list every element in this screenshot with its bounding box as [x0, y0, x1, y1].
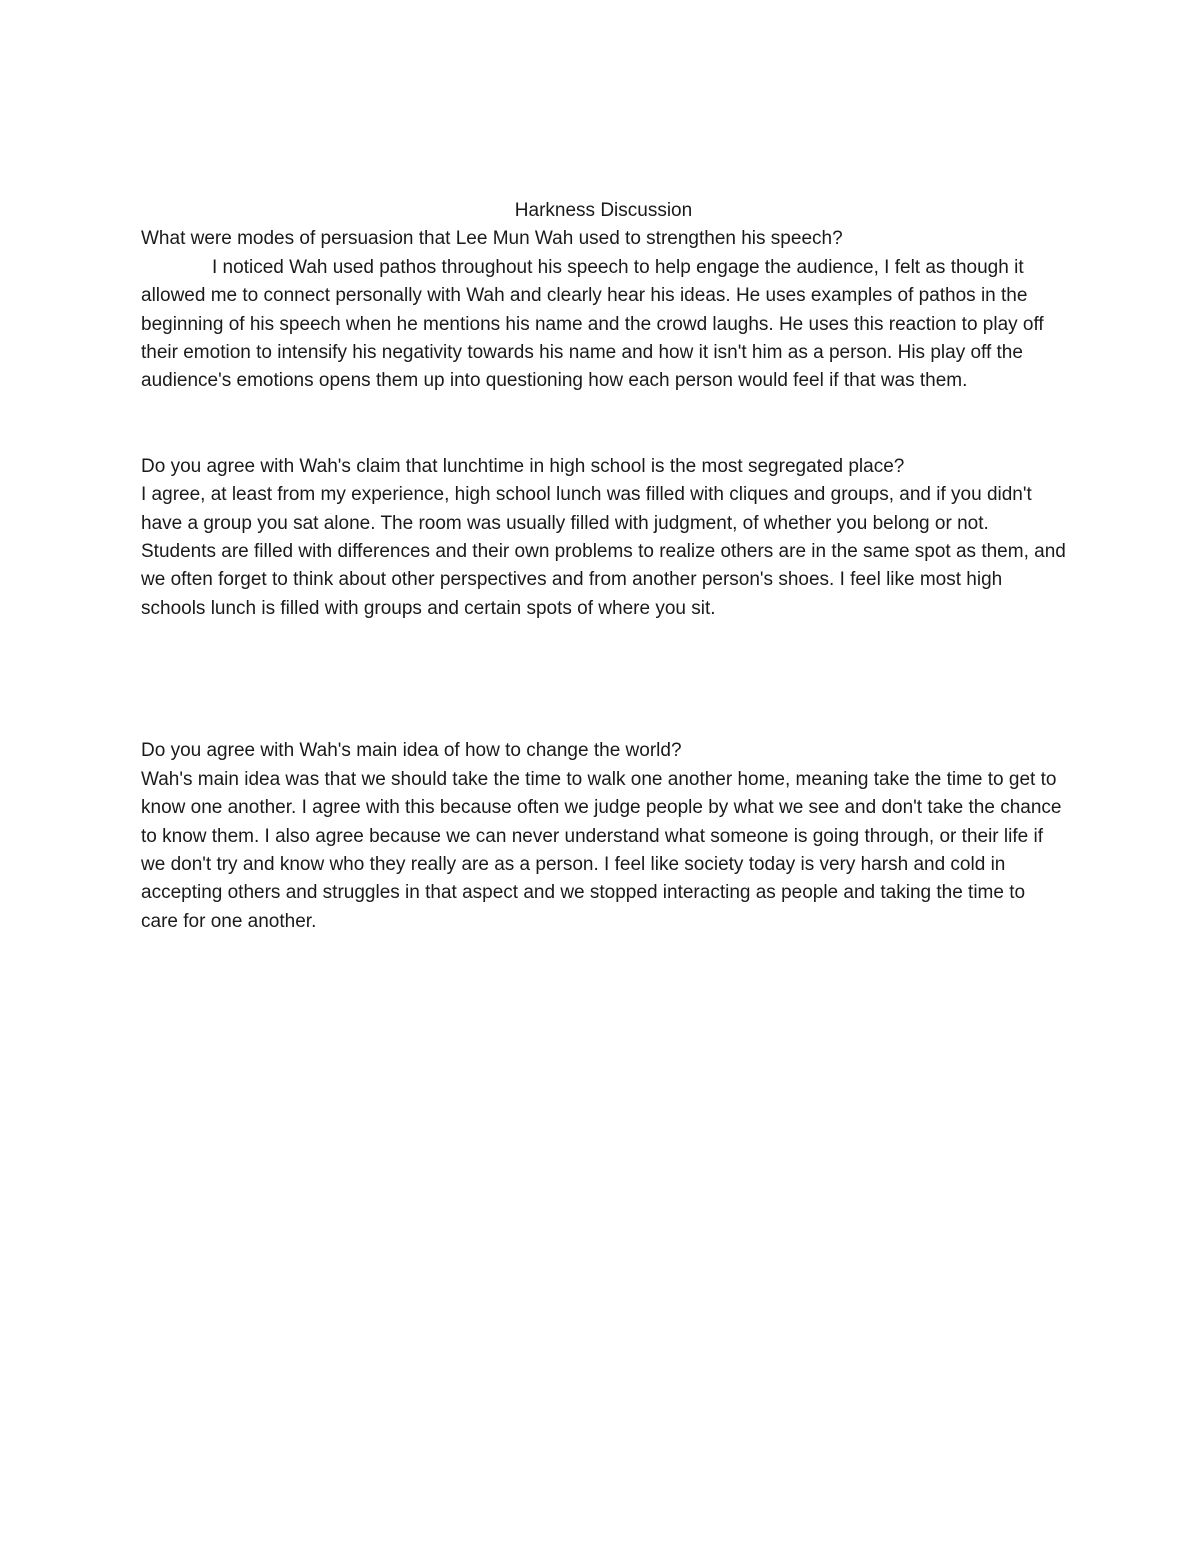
document-body [141, 197, 1066, 936]
question-1: What were modes of persuasion that Lee Mun Wah used to strengthen his speech? [141, 228, 843, 250]
paragraph-spacer [141, 396, 1066, 453]
answer-3: Wah's main idea was that we should take the time to walk one another home, meaning take the time to get to know one another. I agree with this because often we judge people by what we see and don't take the chance to know them. I also agree because we can never understand what someone is going through, or their life if we don't try and know who they really are as a person. I feel like society today is very harsh and cold in accepting others and struggles in that aspect and we stopped interacting as people and taking the time to care for one another. [141, 768, 1062, 932]
paragraph-spacer [141, 623, 1066, 737]
document-title: Harkness Discussion [514, 200, 693, 221]
answer-2: I agree, at least from my experience, high school lunch was filled with cliques and groups, and if you didn't have a group you sat alone. The room was usually filled with judgment, of whether you belong or not. Students are filled with differences and their own problems to realize others are in the same spot as them, and we often forget to think about other perspectives and from another person's shoes. I feel like most high schools lunch is filled with groups and certain spots of where you sit. [141, 484, 1066, 619]
question-3: Do you agree with Wah's main idea of how to change the world? [141, 740, 682, 762]
answer-1: I noticed Wah used pathos throughout his speech to help engage the audience, I felt as though it allowed me to connect personally with Wah and clearly hear his ideas. He uses examples of pathos in the beginning of his speech when he mentions his name and the crowd laughs. He uses this reaction to play off their emotion to intensify his negativity towards his name and how it isn't him as a person. His play off the audience's emotions opens them up into questioning how each person would feel if that was them. [141, 256, 1044, 392]
question-2: Do you agree with Wah's claim that lunchtime in high school is the most segregated place? [141, 455, 905, 477]
